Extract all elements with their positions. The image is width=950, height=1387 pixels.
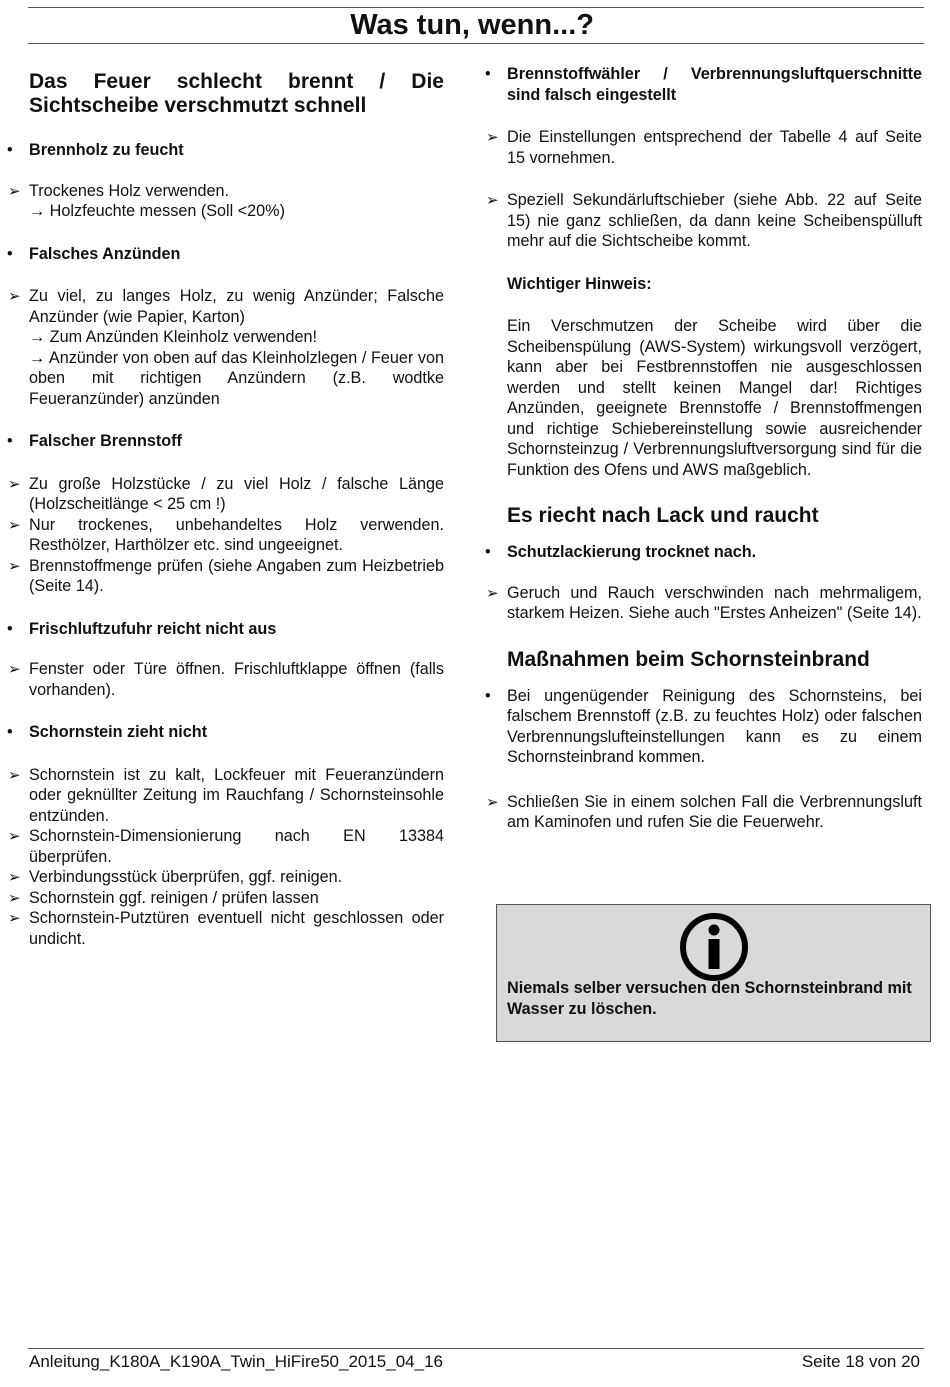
left-column: [7, 64, 444, 949]
cause-bullet: • Brennstoffwähler / Verbrennungsluftquerschnitte sind falsch eingestellt: [485, 65, 922, 104]
page-title: Was tun, wenn...?: [350, 9, 594, 41]
info-icon: [678, 911, 750, 983]
section-heading-fire: Das Feuer schlecht brennt / Die Sichtscheibe verschmutzt schnell: [29, 70, 444, 117]
arrow-bullet-icon: ➢: [8, 888, 21, 907]
cause-bullet: • Falsches Anzünden: [7, 244, 181, 263]
warning-text: Niemals selber versuchen den Schornsteinbrand mit Wasser zu löschen.: [507, 979, 912, 1018]
important-note-title: Wichtiger Hinweis:: [507, 274, 652, 293]
remedy-item: ➢ Trockenes Holz verwenden. → Holzfeuchte messen (Soll <20%): [8, 181, 285, 220]
remedy-item: ➢ Zu große Holzstücke / zu viel Holz / falsche Länge (Holzscheitlänge < 25 cm !): [8, 474, 444, 513]
arrow-bullet-icon: ➢: [8, 287, 21, 305]
right-column: [485, 64, 922, 833]
remedy-item: ➢ Geruch und Rauch verschwinden nach mehrmaligem, starkem Heizen. Siehe auch "Erstes Anheizen" (Seite 14).: [486, 583, 922, 622]
arrow-bullet-icon: ➢: [8, 765, 21, 784]
warning-infobox: [496, 904, 931, 1042]
arrow-bullet-icon: ➢: [486, 583, 499, 602]
arrow-bullet-icon: ➢: [8, 474, 21, 493]
section-heading-paint: Es riecht nach Lack und raucht: [507, 504, 819, 527]
arrow-bullet-icon: ➢: [8, 181, 21, 200]
arrow-bullet-icon: ➢: [486, 191, 499, 209]
footer-rule: [28, 1348, 924, 1349]
remedy-item: ➢ Speziell Sekundärluftschieber (siehe Abb. 22 auf Seite 15) nie ganz schließen, da dann keine Scheibenspülluft mehr auf die Sichtscheibe kommt.: [486, 191, 922, 250]
arrow-bullet-icon: ➢: [8, 515, 21, 534]
remedy-item: ➢ Schornstein ist zu kalt, Lockfeuer mit Feueranzündern oder geknüllter Zeitung im Rauchfang / Schornsteinsohle entzünden.: [8, 765, 444, 825]
remedy-item: ➢ Fenster oder Türe öffnen. Frischluftklappe öffnen (falls vorhanden).: [8, 660, 444, 699]
cause-bullet: • Bei ungenügender Reinigung des Schornsteins, bei falschem Brennstoff (z.B. zu feuchtes Holz) oder falschen Verbrennungslufteinstellungen kann es zu einem Schornsteinbrand kommen.: [485, 686, 922, 766]
arrow-bullet-icon: ➢: [8, 909, 21, 927]
remedy-item: ➢ Schornstein ggf. reinigen / prüfen lassen: [8, 888, 319, 907]
cause-bullet: • Schornstein zieht nicht: [7, 723, 208, 741]
arrow-bullet-icon: ➢: [486, 128, 499, 146]
cause-bullet: • Brennholz zu feucht: [7, 141, 184, 159]
arrow-bullet-icon: ➢: [486, 792, 499, 811]
cause-bullet: • Schutzlackierung trocknet nach.: [485, 543, 757, 561]
remedy-item: ➢ Brennstoffmenge prüfen (siehe Angaben zum Heizbetrieb (Seite 14).: [8, 556, 444, 595]
remedy-item: ➢ Die Einstellungen entsprechend der Tabelle 4 auf Seite 15 vornehmen.: [486, 128, 922, 167]
remedy-item: ➢ Schornstein-Dimensionierung nach EN 13384 überprüfen.: [8, 827, 444, 866]
arrow-bullet-icon: ➢: [8, 827, 21, 845]
remedy-item: ➢ Zu viel, zu langes Holz, zu wenig Anzünder; Falsche Anzünder (wie Papier, Karton) → Zum Anzünden Kleinholz verwenden! → Anzünder von oben auf das Kleinholzlegen / Feuer von oben mit richtigen Anzündern (z.B. wodtke Feueranzünder) anzünden: [8, 287, 444, 408]
remedy-item: ➢ Nur trockenes, unbehandeltes Holz verwenden. Resthölzer, Harthölzer etc. sind ungeeignet.: [8, 515, 444, 554]
cause-bullet: • Falscher Brennstoff: [7, 432, 182, 450]
section-heading-chimney-fire: Maßnahmen beim Schornsteinbrand: [507, 647, 870, 671]
arrow-bullet-icon: ➢: [8, 660, 21, 678]
arrow-bullet-icon: ➢: [8, 556, 21, 575]
remedy-item: ➢ Schornstein-Putztüren eventuell nicht geschlossen oder undicht.: [8, 909, 444, 948]
footer-page-number: Seite 18 von 20: [801, 1352, 920, 1371]
header-rule-bottom: [28, 43, 924, 44]
remedy-item: ➢ Verbindungsstück überprüfen, ggf. reinigen.: [8, 868, 343, 886]
remedy-item: ➢ Schließen Sie in einem solchen Fall die Verbrennungsluft am Kaminofen und rufen Sie die Feuerwehr.: [486, 792, 922, 831]
footer-document-name: Anleitung_K180A_K190A_Twin_HiFire50_2015_04_16: [29, 1352, 443, 1371]
cause-bullet: • Frischluftzufuhr reicht nicht aus: [7, 619, 277, 638]
important-note-text: Ein Verschmutzen der Scheibe wird über die Scheibenspülung (AWS-System) wirkungsvoll verzögert, kann aber bei Festbrennstoffen nie ausgeschlossen werden und stellt keinen Mangel dar! Richtiges Anzünden, geeignete Brennstoffe / Brennstoffmengen und richtige Schiebereinstellung sowie ausreichender Schornsteinzug / Verbrennungsluftversorgung sind für die Funktion des Ofens und AWS maßgeblich.: [507, 317, 922, 479]
arrow-bullet-icon: ➢: [8, 868, 21, 886]
